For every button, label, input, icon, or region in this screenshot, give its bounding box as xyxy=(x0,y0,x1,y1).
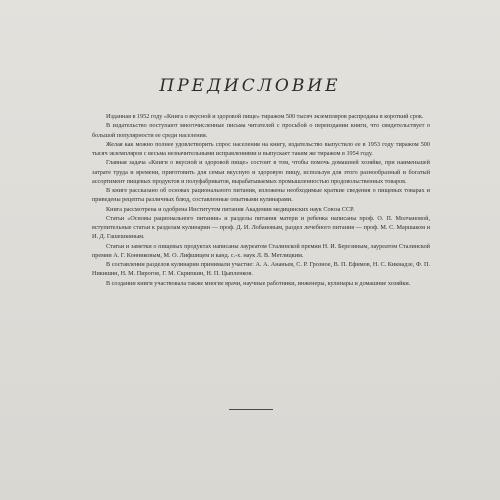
paragraph: В издательство поступают многочисленные письма читателей с просьбой о переиздании книги, что свидетельствует о большой популярности ее среди населения. xyxy=(92,122,430,139)
page-title: ПРЕДИСЛОВИЕ xyxy=(159,76,341,96)
end-divider xyxy=(229,409,273,410)
paragraph: Изданная в 1952 году «Книга о вкусной и здоровой пище» тиражом 500 тысяч экземпляров распродана в короткий срок. xyxy=(106,113,424,120)
paragraph: Статьи «Основы рационального питания» и разделы питания матери и ребенка написаны проф. О. П. Молчановой, вступительные статьи к разделам кулинарии — проф. Д. И. Лобановым, раздел лечебного питания — проф. М. С. Маршаком и И. Д. Гашешкиным. xyxy=(92,214,430,241)
paragraph: В создании книги участвовала также многие врачи, научные работники, инженеры, кулинары и домашние хозяйки. xyxy=(106,279,411,287)
preface-body xyxy=(92,112,430,288)
paragraph: В составлении разделов кулинарии принимали участие: А. А. Ананьев, С. Р. Грозное, В. П. Ефимов, Н. С. Кикнадзе, Ф. П. Никишин, Н. М. Пирогов, Г. М. Скрипкин, Н. П. Цыпленков. xyxy=(92,261,430,278)
paragraph: Статьи и заметки о пищевых продуктах написаны лауреатом Сталинской премии Н. И. Березиным, лауреатом Сталинской премии А. Г. Конниковым, М. О. Лифшицем и канд. с.-х. наук Л. В. Метлицким. xyxy=(92,242,430,259)
paragraph: Главная задача «Книги о вкусной и здоровой пище» состоит в том, чтобы помочь домашней хозяйке, при наименьшей затрате труда и времени, приготовить для семьи вкусную и здоровую пищу, используя для этого разнообразный и богатый ассортимент пищевых продуктов и полуфабрикатов, вырабатываемых промышленностью продовольственных товаров. xyxy=(92,159,430,185)
paragraph: Желая как можно полнее удовлетворить спрос населения на книгу, издательство выпустило ее в 1953 году тиражом 500 тысяч экземпляров с весьма незначительными исправлениями и выпускает таким же тиражом в 1954 году. xyxy=(92,140,430,157)
paragraph: Книга рассмотрена и одобрена Институтом питания Академии медицинских наук Союза ССР. xyxy=(106,205,355,213)
paragraph: В книге рассказано об основах рационального питания, изложены необходимые краткие сведения о пищевых товарах и приведены рецепты различных блюд, составленные опытными кулинарами. xyxy=(92,187,430,204)
